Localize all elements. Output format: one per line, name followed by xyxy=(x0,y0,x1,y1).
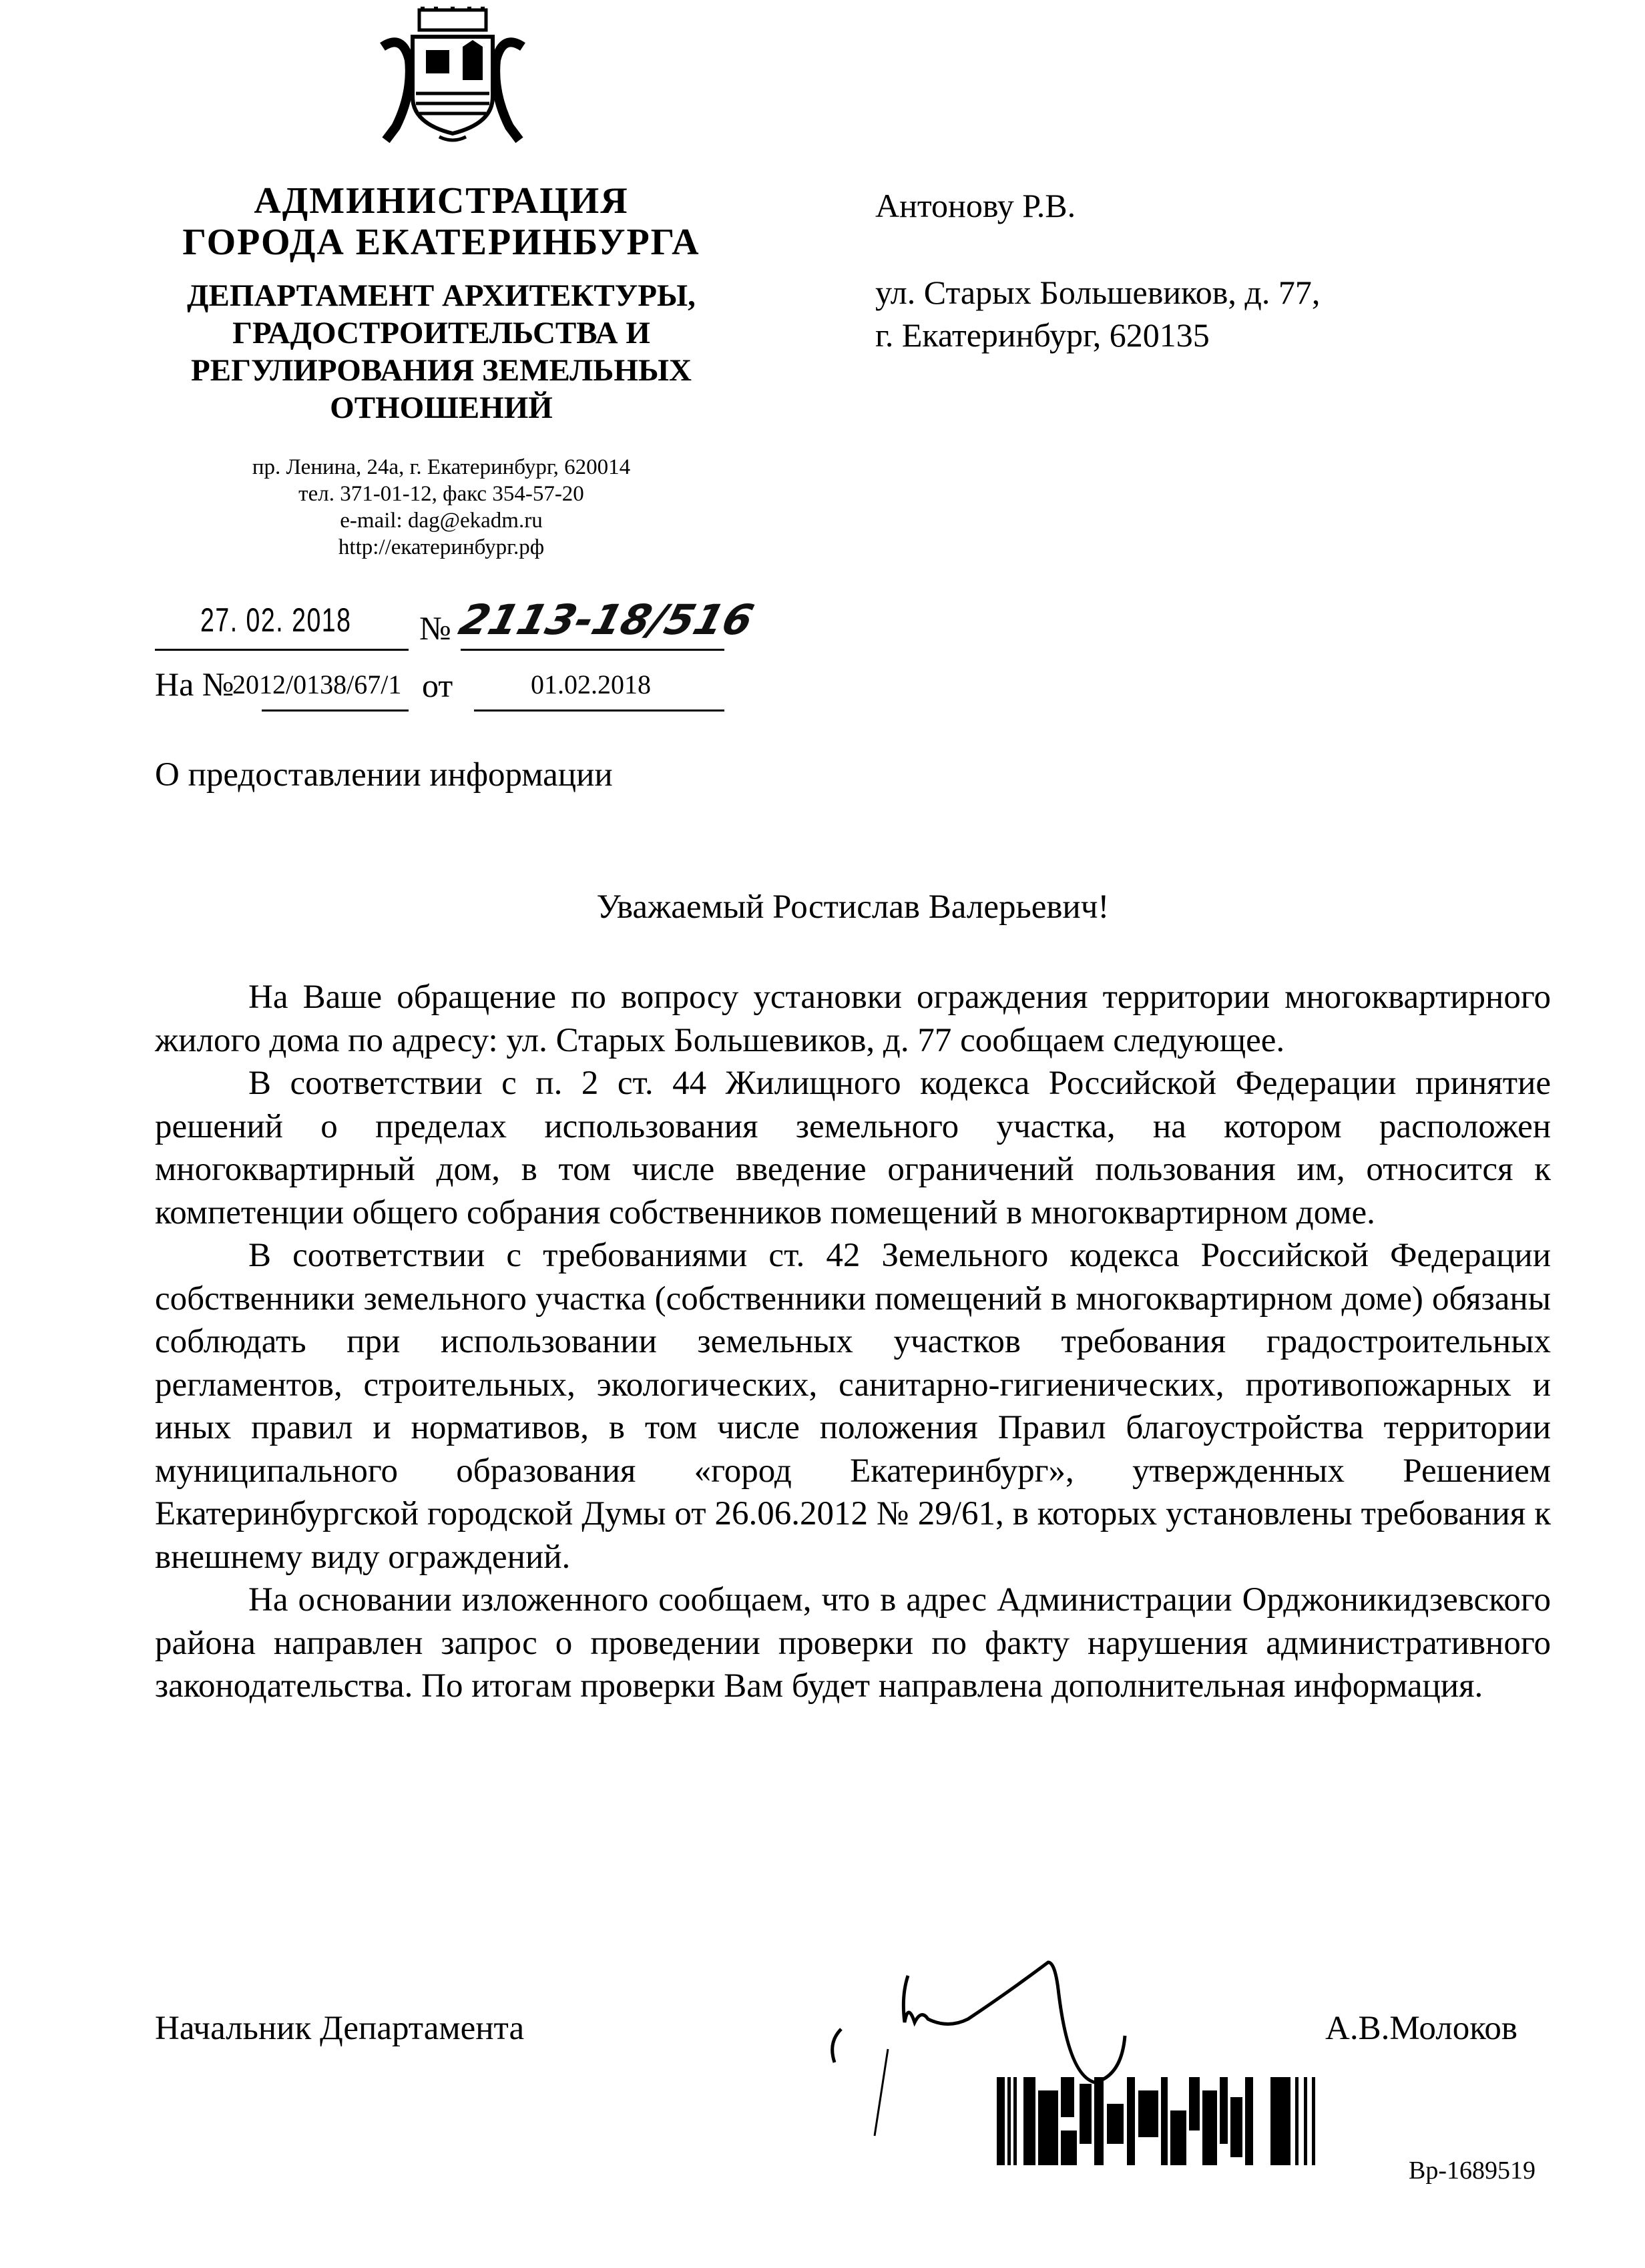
recipient xyxy=(875,184,1320,356)
paragraph: В соответствии с п. 2 ст. 44 Жилищного кодекса Российской Федерации принятие решений о пределах использования земельного участка, на котором расположен многоквартирный дом, в том числе введение ограничений пользования им, относится к компетенции общего собрания собственников помещений в многоквартирном доме. xyxy=(155,1065,1551,1231)
org-line: ГОРОДА ЕКАТЕРИНБУРГА xyxy=(182,222,700,263)
org-line: АДМИНИСТРАЦИЯ xyxy=(254,180,629,222)
recipient-name: Антонову Р.В. xyxy=(875,187,1076,224)
signer-name: А.В.Молоков xyxy=(1325,2010,1517,2047)
contact-block xyxy=(107,454,775,561)
greeting: Уважаемый Ростислав Валерьевич! xyxy=(596,888,1110,926)
recipient-address: ул. Старых Большевиков, д. 77, xyxy=(875,274,1321,311)
barcode xyxy=(997,2077,1351,2165)
subject: О предоставлении информации xyxy=(155,756,613,794)
dept-line: ОТНОШЕНИЙ xyxy=(330,390,553,425)
from-label: от xyxy=(422,667,453,704)
address-line: пр. Ленина, 24а, г. Екатеринбург, 620014 xyxy=(252,455,631,479)
recipient-city: г. Екатеринбург, 620135 xyxy=(875,316,1210,354)
paragraph: На Ваше обращение по вопросу установки ограждения территории многоквартирного жилого дома по адресу: ул. Старых Большевиков, д. 77 сообщаем следующее. xyxy=(155,978,1551,1059)
outgoing-date: 27. 02. 2018 xyxy=(200,601,352,639)
outgoing-number: 2113-18/516 xyxy=(454,595,759,644)
dept-line: РЕГУЛИРОВАНИЯ ЗЕМЕЛЬНЫХ xyxy=(191,353,692,388)
dept-line: ДЕПАРТАМЕНТ АРХИТЕКТУРЫ, xyxy=(187,278,696,313)
paragraph: В соответствии с требованиями ст. 42 Земельного кодекса Российской Федерации собственники земельного участка (собственники помещений в многоквартирном доме) обязаны соблюдать при использовании земельных участков требования градостроительных регламентов, строительных, экологических, санитарно-гигиенических, противопожарных и иных правил и нормативов, в том числе положения Правил благоустройства территории муниципального образования «город Екатеринбург», утвержденных Решением Екатеринбургской городской Думы от 26.06.2012 № 29/61, в которых установлены требования к внешнему виду ограждений. xyxy=(155,1237,1551,1576)
email-line: e-mail: dag@ekadm.ru xyxy=(340,509,543,533)
dept-line: ГРАДОСТРОИТЕЛЬСТВА И xyxy=(232,316,650,350)
department-name xyxy=(107,277,775,427)
reply-number: 2012/0138/67/1 xyxy=(232,669,402,699)
website-line: http://екатеринбург.рф xyxy=(338,535,545,559)
letter-body xyxy=(155,976,1551,1708)
paragraph: На основании изложенного сообщаем, что в адрес Администрации Орджоникидзевского района направлен запрос о проведении проверки по факту нарушения административного законодательства. По итогам проверки Вам будет направлена дополнительная информация. xyxy=(155,1581,1551,1705)
reply-label: На № xyxy=(155,665,234,703)
phone-line: тел. 371-01-12, факс 354-57-20 xyxy=(298,482,584,506)
barcode-code: Вр-1689519 xyxy=(1409,2157,1536,2185)
coat-of-arms-logo xyxy=(369,7,536,147)
organization-name xyxy=(107,180,775,263)
reply-date: 01.02.2018 xyxy=(531,669,651,699)
signer-position: Начальник Департамента xyxy=(155,2010,525,2047)
number-label: № xyxy=(419,609,451,647)
